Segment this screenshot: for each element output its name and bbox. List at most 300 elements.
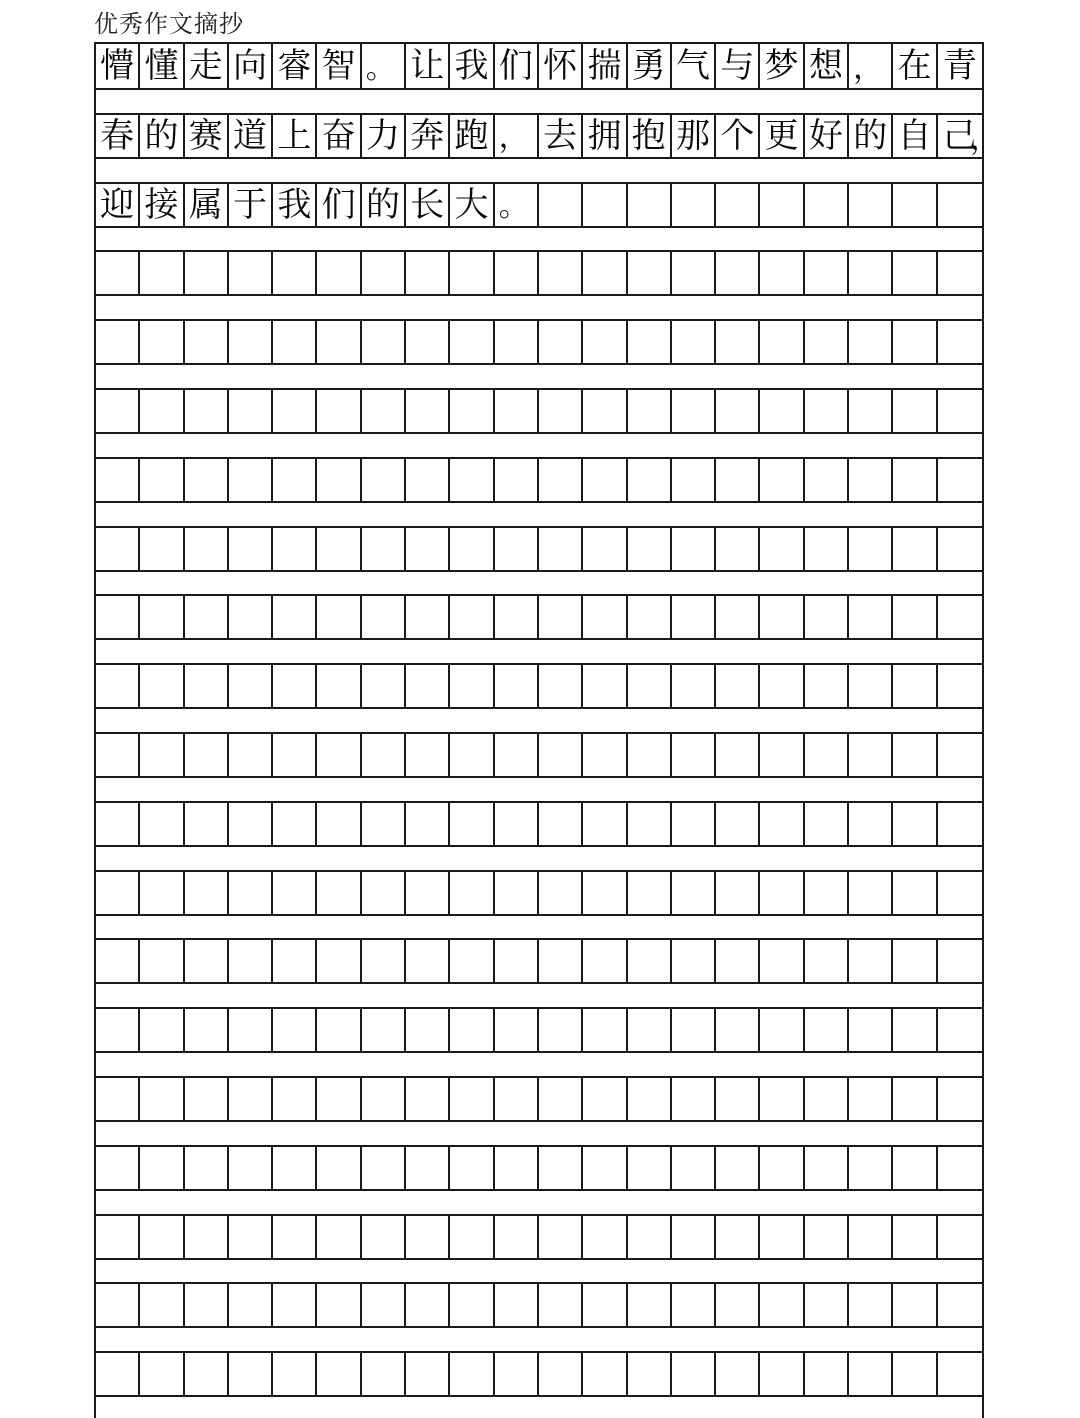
grid-cell	[495, 528, 539, 570]
grid-cell	[760, 872, 804, 914]
grid-cell	[185, 1009, 229, 1051]
grid-cell	[805, 940, 849, 982]
grid-cell	[893, 1009, 937, 1051]
grid-cell: 己 ，	[942, 116, 1000, 157]
grid-cell	[229, 665, 273, 707]
grid-cell	[317, 734, 361, 776]
grid-cell	[583, 184, 627, 226]
grid-cell	[760, 1009, 804, 1051]
grid-cell	[539, 596, 583, 638]
grid-cell	[893, 1284, 937, 1326]
grid-cell	[716, 528, 760, 570]
grid-cell	[185, 940, 229, 982]
grid-cell	[760, 321, 804, 363]
grid-cell	[805, 1078, 849, 1120]
grid-cell	[893, 1078, 937, 1120]
grid-cell	[760, 940, 804, 982]
grid-cell	[938, 1216, 982, 1258]
grid-cell	[317, 1078, 361, 1120]
grid-cell	[362, 252, 406, 294]
grid-cell	[495, 1216, 539, 1258]
grid-cell	[628, 390, 672, 432]
grid-cell	[140, 872, 184, 914]
grid-cell	[672, 321, 716, 363]
grid-cell	[539, 734, 583, 776]
grid-cell	[893, 872, 937, 914]
grid-cell	[849, 940, 893, 982]
grid-cell	[938, 321, 982, 363]
grid-cell	[893, 1216, 937, 1258]
grid-cell	[716, 1078, 760, 1120]
grid-cell: 们	[495, 44, 539, 88]
grid-cell	[628, 1078, 672, 1120]
grid-cell: 在	[893, 44, 937, 88]
grid-cell	[96, 872, 140, 914]
grid-cell: 拥	[583, 115, 627, 157]
grid-cell	[938, 184, 982, 226]
grid-cell	[406, 734, 450, 776]
grid-cell	[672, 390, 716, 432]
grid-cell	[185, 459, 229, 501]
grid-cell	[317, 596, 361, 638]
grid-cell	[140, 390, 184, 432]
grid-cell	[273, 940, 317, 982]
grid-cell	[716, 734, 760, 776]
grid-cell: 自	[893, 115, 937, 157]
grid-cell	[628, 1353, 672, 1395]
grid-cell	[628, 459, 672, 501]
grid-cell	[672, 734, 716, 776]
grid-cell	[450, 803, 494, 845]
grid-cell	[406, 803, 450, 845]
grid-cell	[893, 734, 937, 776]
grid-cell	[938, 390, 982, 432]
grid-cell	[185, 872, 229, 914]
grid-cell	[539, 1078, 583, 1120]
grid-cell	[140, 1284, 184, 1326]
grid-cell	[760, 1078, 804, 1120]
overflow-punctuation: ，	[969, 122, 1000, 157]
grid-cell	[96, 390, 140, 432]
grid-cell	[583, 252, 627, 294]
grid-cell: ，	[495, 115, 539, 157]
grid-cell	[938, 1078, 982, 1120]
grid-cell	[628, 184, 672, 226]
grid-cell	[406, 459, 450, 501]
grid-cell	[805, 1284, 849, 1326]
grid-cell	[406, 1078, 450, 1120]
grid-cell	[628, 1009, 672, 1051]
grid-cell	[672, 872, 716, 914]
grid-cell	[317, 1216, 361, 1258]
grid-cell	[628, 803, 672, 845]
grid-cell: 青	[942, 46, 977, 86]
grid-cell	[672, 803, 716, 845]
grid-cell: 接	[140, 184, 184, 226]
grid-cell: 更	[760, 115, 804, 157]
grid-cell	[185, 321, 229, 363]
grid-cell	[628, 252, 672, 294]
grid-cell	[805, 390, 849, 432]
grid-cell	[583, 390, 627, 432]
grid-cell	[805, 321, 849, 363]
grid-cell	[273, 1147, 317, 1189]
grid-cell	[317, 1147, 361, 1189]
grid-cell	[539, 803, 583, 845]
grid-cell	[317, 1009, 361, 1051]
grid-cell	[760, 459, 804, 501]
grid-cell	[273, 528, 317, 570]
grid-cell	[96, 803, 140, 845]
grid-cell	[273, 596, 317, 638]
grid-cell	[229, 390, 273, 432]
grid-cell	[495, 1353, 539, 1395]
grid-cell	[805, 872, 849, 914]
grid-cell	[539, 1147, 583, 1189]
grid-cell	[229, 803, 273, 845]
grid-cell	[672, 184, 716, 226]
grid-cell	[362, 459, 406, 501]
grid-cell	[716, 872, 760, 914]
grid-cell	[583, 872, 627, 914]
grid-cell	[628, 734, 672, 776]
grid-cell	[849, 596, 893, 638]
grid-cell	[96, 1009, 140, 1051]
grid-cell	[273, 390, 317, 432]
grid-cell: 长	[406, 184, 450, 226]
grid-cell	[583, 1009, 627, 1051]
grid-cell	[893, 803, 937, 845]
grid-cell	[672, 252, 716, 294]
grid-cell	[672, 459, 716, 501]
grid-cell	[583, 803, 627, 845]
grid-cell: 想	[805, 44, 849, 88]
grid-cell	[362, 665, 406, 707]
grid-cell	[628, 528, 672, 570]
grid-cell	[140, 1216, 184, 1258]
grid-cell	[96, 252, 140, 294]
grid-cell	[362, 390, 406, 432]
grid-row	[96, 1007, 982, 1053]
grid-cell	[317, 321, 361, 363]
grid-cell	[583, 940, 627, 982]
grid-cell	[760, 1216, 804, 1258]
grid-cell	[539, 528, 583, 570]
grid-cell	[450, 321, 494, 363]
grid-cell	[362, 803, 406, 845]
grid-cell	[495, 803, 539, 845]
grid-cell	[140, 665, 184, 707]
grid-cell: 迎	[96, 184, 140, 226]
grid-cell	[495, 252, 539, 294]
grid-cell	[317, 872, 361, 914]
grid-cell	[849, 390, 893, 432]
grid-cell	[539, 940, 583, 982]
grid-cell	[805, 1009, 849, 1051]
composition-grid-paper	[94, 42, 1000, 1418]
grid-cell	[450, 940, 494, 982]
grid-cell	[716, 184, 760, 226]
grid-cell: 梦	[760, 44, 804, 88]
grid-cell	[938, 596, 982, 638]
grid-cell: 气	[672, 44, 716, 88]
grid-cell	[140, 528, 184, 570]
grid-cell	[140, 1078, 184, 1120]
grid-cell	[893, 940, 937, 982]
grid-cell	[760, 665, 804, 707]
grid-row	[96, 44, 982, 90]
grid-cell	[406, 321, 450, 363]
grid-cell	[539, 1216, 583, 1258]
grid-cell	[406, 1284, 450, 1326]
grid-cell	[229, 734, 273, 776]
grid-row	[96, 457, 982, 503]
grid-row	[96, 388, 982, 434]
grid-cell	[583, 528, 627, 570]
grid-cell	[583, 665, 627, 707]
grid-cell	[628, 1147, 672, 1189]
grid-cell	[450, 252, 494, 294]
grid-cell	[229, 940, 273, 982]
grid-cell: 懂	[140, 44, 184, 88]
grid-cell	[716, 1009, 760, 1051]
grid-cell	[583, 596, 627, 638]
grid-cell	[672, 1009, 716, 1051]
grid-cell	[229, 1078, 273, 1120]
grid-cell	[96, 1353, 140, 1395]
grid-cell	[849, 872, 893, 914]
grid-cell	[672, 1284, 716, 1326]
grid-cell	[96, 459, 140, 501]
grid-cell	[406, 252, 450, 294]
grid-cell: 于	[229, 184, 273, 226]
grid-cell	[96, 940, 140, 982]
grid-cell	[273, 803, 317, 845]
grid-cell: 。	[362, 44, 406, 88]
grid-cell	[185, 1078, 229, 1120]
grid-cell	[495, 1147, 539, 1189]
grid-cell	[317, 803, 361, 845]
grid-cell	[805, 665, 849, 707]
grid-cell	[362, 1216, 406, 1258]
grid-cell	[140, 734, 184, 776]
grid-cell	[938, 803, 982, 845]
grid-cell	[849, 184, 893, 226]
grid-cell	[495, 596, 539, 638]
grid-cell	[539, 1009, 583, 1051]
grid-cell	[450, 528, 494, 570]
grid-cell	[96, 734, 140, 776]
grid-cell	[716, 390, 760, 432]
grid-cell	[450, 459, 494, 501]
grid-cell	[805, 1147, 849, 1189]
grid-cell	[450, 1147, 494, 1189]
grid-cell	[760, 1147, 804, 1189]
grid-cell	[450, 872, 494, 914]
grid-cell	[450, 665, 494, 707]
grid-cell: 我	[273, 184, 317, 226]
grid-cell	[185, 252, 229, 294]
grid-cell	[362, 321, 406, 363]
grid-cell: 揣	[583, 44, 627, 88]
grid-cell	[185, 1147, 229, 1189]
grid-row	[96, 526, 982, 572]
grid-cell: 去	[539, 115, 583, 157]
grid-cell	[716, 321, 760, 363]
grid-cell	[805, 1353, 849, 1395]
grid-cell	[229, 1216, 273, 1258]
grid-cell	[185, 1284, 229, 1326]
grid-cell	[938, 1284, 982, 1326]
grid-cell	[539, 321, 583, 363]
grid-cell: 大	[450, 184, 494, 226]
grid-cell	[273, 459, 317, 501]
grid-cell	[583, 1078, 627, 1120]
grid-cell	[628, 1284, 672, 1326]
grid-cell	[672, 665, 716, 707]
grid-cell	[317, 252, 361, 294]
grid-cell	[583, 459, 627, 501]
grid-cell	[185, 390, 229, 432]
grid-cell	[938, 252, 982, 294]
grid-cell: 好	[805, 115, 849, 157]
grid-cell	[716, 1284, 760, 1326]
grid-cell	[849, 528, 893, 570]
grid-cell: 智	[317, 44, 361, 88]
grid-cell	[406, 665, 450, 707]
grid-cell	[406, 596, 450, 638]
grid-cell	[849, 665, 893, 707]
grid-cell	[273, 1353, 317, 1395]
grid-cell	[938, 940, 982, 982]
grid-cell	[362, 1009, 406, 1051]
grid-cell	[716, 459, 760, 501]
grid-cell	[406, 872, 450, 914]
grid-cell: 道	[229, 115, 273, 157]
grid-cell	[185, 1216, 229, 1258]
grid-cell	[362, 1284, 406, 1326]
grid-cell	[450, 1078, 494, 1120]
grid-cell	[938, 1353, 982, 1395]
grid-cell	[273, 321, 317, 363]
grid-cell	[716, 665, 760, 707]
grid-cell	[716, 1353, 760, 1395]
grid-cell	[185, 665, 229, 707]
grid-cell	[185, 596, 229, 638]
grid-cell	[539, 1353, 583, 1395]
grid-row	[96, 1145, 982, 1191]
grid-cell: 力	[362, 115, 406, 157]
grid-cell	[96, 596, 140, 638]
grid-cell	[229, 252, 273, 294]
grid-cell: 的	[140, 115, 184, 157]
grid-row	[96, 1076, 982, 1122]
grid-row	[96, 801, 982, 847]
grid-cell	[495, 1009, 539, 1051]
grid-cell	[805, 184, 849, 226]
grid-cell	[893, 1147, 937, 1189]
grid-cell	[849, 1216, 893, 1258]
grid-cell	[849, 734, 893, 776]
grid-cell	[406, 1353, 450, 1395]
grid-cell	[273, 734, 317, 776]
grid-cell	[716, 1147, 760, 1189]
grid-cell	[362, 596, 406, 638]
grid-cell	[96, 1284, 140, 1326]
grid-cell	[938, 528, 982, 570]
grid-cell	[672, 528, 716, 570]
grid-cell	[849, 803, 893, 845]
grid-cell	[539, 1284, 583, 1326]
grid-cell	[716, 803, 760, 845]
grid-cell	[539, 459, 583, 501]
grid-cell	[317, 1353, 361, 1395]
grid-cell	[140, 252, 184, 294]
grid-cell	[185, 734, 229, 776]
grid-cell	[849, 252, 893, 294]
grid-row	[96, 182, 982, 228]
grid-cell	[317, 390, 361, 432]
grid-cell	[672, 1147, 716, 1189]
grid-cell: 。	[495, 184, 539, 226]
grid-cell	[495, 390, 539, 432]
grid-cell: 懵	[96, 44, 140, 88]
grid-cell	[583, 321, 627, 363]
grid-cell: 奋	[317, 115, 361, 157]
grid-cell: 与	[716, 44, 760, 88]
grid-cell	[450, 596, 494, 638]
grid-cell: 勇	[628, 44, 672, 88]
grid-cell	[362, 940, 406, 982]
grid-cell	[362, 1353, 406, 1395]
grid-cell	[362, 528, 406, 570]
grid-cell	[583, 1284, 627, 1326]
grid-cell	[96, 321, 140, 363]
grid-cell	[849, 1284, 893, 1326]
grid-cell: 跑	[450, 115, 494, 157]
grid-cell	[450, 390, 494, 432]
grid-row	[96, 870, 982, 916]
grid-row	[96, 250, 982, 296]
grid-cell	[672, 1216, 716, 1258]
grid-cell	[273, 1009, 317, 1051]
grid-cell	[450, 1216, 494, 1258]
grid-cell	[938, 459, 982, 501]
grid-cell	[362, 1078, 406, 1120]
grid-row	[96, 319, 982, 365]
grid-cell	[450, 734, 494, 776]
grid-cell	[628, 872, 672, 914]
grid-cell	[760, 596, 804, 638]
grid-cell	[140, 1009, 184, 1051]
grid-cell	[96, 1147, 140, 1189]
grid-cell	[539, 390, 583, 432]
grid-cell: 个	[716, 115, 760, 157]
grid-cell	[273, 1284, 317, 1326]
grid-row	[96, 1214, 982, 1260]
grid-cell	[539, 252, 583, 294]
grid-row	[96, 113, 1000, 159]
grid-cell	[495, 872, 539, 914]
grid-cell: 怀	[539, 44, 583, 88]
grid-cell	[628, 665, 672, 707]
grid-cell	[938, 872, 982, 914]
grid-cell: 睿	[273, 44, 317, 88]
grid-cell: 的	[362, 184, 406, 226]
grid-cell	[140, 803, 184, 845]
grid-cell	[450, 1009, 494, 1051]
grid-cell	[273, 1078, 317, 1120]
